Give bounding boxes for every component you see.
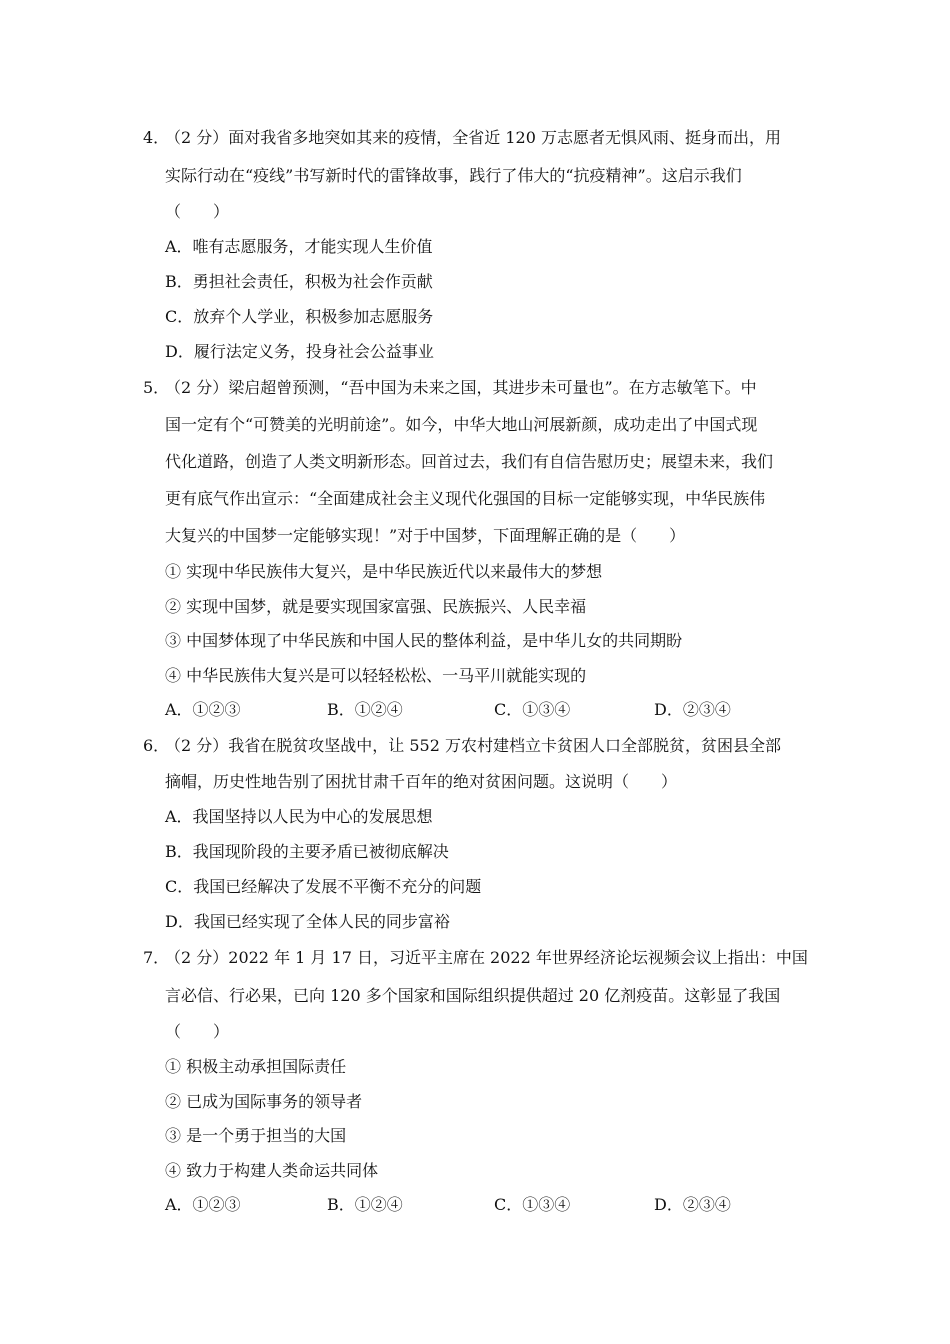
option-b: B．我国现阶段的主要矛盾已被彻底解决 (165, 842, 449, 861)
statement-3: ③ 中国梦体现了中华民族和中国人民的整体利益，是中华儿女的共同期盼 (165, 631, 683, 650)
option-a: A．①②③ (165, 1195, 241, 1214)
option-row (0, 1194, 950, 1216)
statement-1: ① 积极主动承担国际责任 (165, 1057, 347, 1076)
option-b: B．①②④ (327, 1195, 403, 1214)
option-d: D．②③④ (654, 1195, 731, 1214)
question-stem-line: 国一定有个“可赞美的光明前途”。如今，中华大地山河展新颜，成功走出了中国式现 (165, 415, 758, 434)
question-stem-line: （2 分）2022 年 1 月 17 日，习近平主席在 2022 年世界经济论坛视频会议上指出：中国 (165, 948, 808, 967)
question-number: 4． (143, 128, 170, 147)
statement-4: ④ 中华民族伟大复兴是可以轻轻松松、一马平川就能实现的 (165, 666, 587, 685)
question-stem-line: 大复兴的中国梦一定能够实现！”对于中国梦，下面理解正确的是（ ） (165, 526, 686, 545)
statement-1: ① 实现中华民族伟大复兴，是中华民族近代以来最伟大的梦想 (165, 562, 603, 581)
option-c: C．我国已经解决了发展不平衡不充分的问题 (165, 877, 482, 896)
statement-4: ④ 致力于构建人类命运共同体 (165, 1161, 379, 1180)
statement-3: ③ 是一个勇于担当的大国 (165, 1126, 347, 1145)
option-a: A．我国坚持以人民为中心的发展思想 (165, 807, 433, 826)
question-stem-line: 言必信、行必果，已向 120 多个国家和国际组织提供超过 20 亿剂疫苗。这彰显了我国 (165, 986, 781, 1005)
question-stem-line: （2 分）梁启超曾预测，“吾中国为未来之国，其进步未可量也”。在方志敏笔下。中 (165, 378, 757, 397)
question-number: 7． (143, 948, 170, 967)
statement-2: ② 已成为国际事务的领导者 (165, 1092, 363, 1111)
option-d: D．我国已经实现了全体人民的同步富裕 (165, 912, 450, 931)
option-c: C．①③④ (494, 1195, 571, 1214)
question-stem-line: （2 分）面对我省多地突如其来的疫情，全省近 120 万志愿者无惧风雨、挺身而出，用 (165, 128, 781, 147)
option-b: B．勇担社会责任，积极为社会作贡献 (165, 272, 433, 291)
question-stem-line: 摘帽，历史性地告别了困扰甘肃千百年的绝对贫困问题。这说明（ ） (165, 772, 678, 791)
option-b: B．①②④ (327, 700, 403, 719)
question-stem-line: 实际行动在“疫线”书写新时代的雷锋故事，践行了伟大的“抗疫精神”。这启示我们 (165, 166, 742, 185)
option-d: D．履行法定义务，投身社会公益事业 (165, 342, 434, 361)
answer-blank: （ ） (165, 202, 230, 221)
question-stem-line: 更有底气作出宣示：“全面建成社会主义现代化强国的目标一定能够实现，中华民族伟 (165, 489, 766, 508)
question-stem-line: （2 分）我省在脱贫攻坚战中，让 552 万农村建档立卡贫困人口全部脱贫，贫困县全部 (165, 736, 781, 755)
option-row (0, 699, 950, 721)
question-stem-line: 代化道路，创造了人类文明新形态。回首过去，我们有自信告慰历史；展望未来，我们 (165, 452, 774, 471)
option-a: A．唯有志愿服务，才能实现人生价值 (165, 237, 433, 256)
question-number: 5． (143, 378, 170, 397)
statement-2: ② 实现中国梦，就是要实现国家富强、民族振兴、人民幸福 (165, 597, 587, 616)
option-a: A．①②③ (165, 700, 241, 719)
question-number: 6． (143, 736, 170, 755)
option-d: D．②③④ (654, 700, 731, 719)
option-c: C．放弃个人学业，积极参加志愿服务 (165, 307, 434, 326)
answer-blank: （ ） (165, 1022, 230, 1041)
option-c: C．①③④ (494, 700, 571, 719)
